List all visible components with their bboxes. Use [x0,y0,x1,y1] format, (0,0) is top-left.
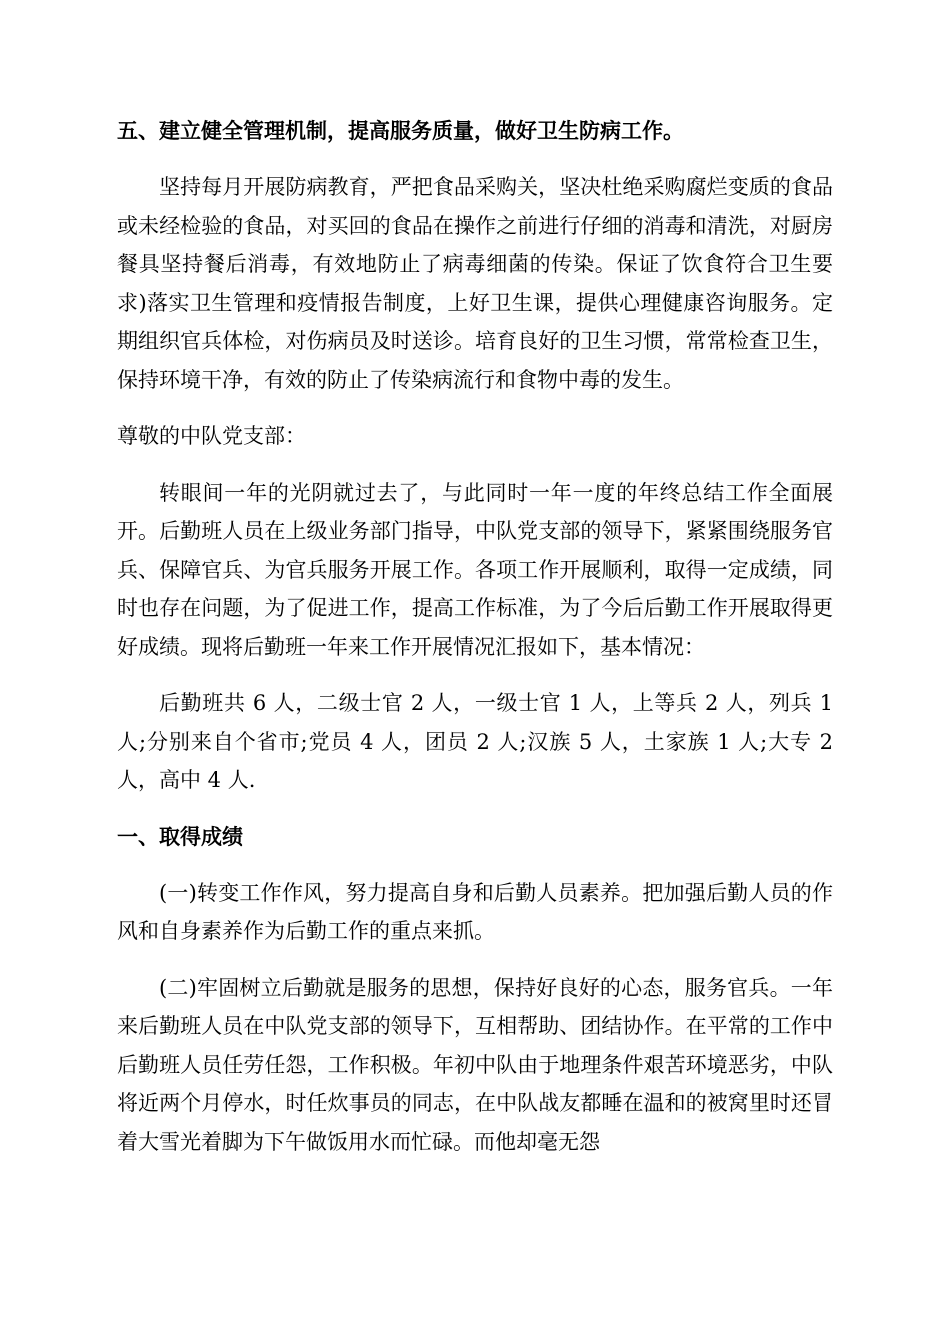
intro-paragraph: 转眼间一年的光阴就过去了，与此同时一年一度的年终总结工作全面展开。后勤班人员在上级业务部门指导，中队党支部的领导下，紧紧围绕服务官兵、保障官兵、为官兵服务开展工作。各项工作开展顺利，取得一定成绩，同时也存在问题，为了促进工作，提高工作标准，为了今后后勤工作开展取得更好成绩。现将后勤班一年来工作开展情况汇报如下，基本情况： [117,480,833,659]
salutation: 尊敬的中队党支部： [117,424,306,448]
section-5-paragraph: 坚持每月开展防病教育，严把食品采购关，坚决杜绝采购腐烂变质的食品或未经检验的食品，对买回的食品在操作之前进行仔细的消毒和清洗，对厨房餐具坚持餐后消毒，有效地防止了病毒细菌的传染。保证了饮食符合卫生要求)落实卫生管理和疫情报告制度，上好卫生课，提供心理健康咨询服务。定期组织官兵体检，对伤病员及时送诊。培育良好的卫生习惯，常常检查卫生，保持环境干净，有效的防止了传染病流行和食物中毒的发生。 [117,175,833,392]
section-5-heading: 五、建立健全管理机制，提高服务质量，做好卫生防病工作。 [117,119,684,143]
staff-paragraph: 后勤班共 6 人，二级士官 2 人，一级士官 1 人，上等兵 2 人，列兵 1 人;分别来自个省市;党员 4 人，团员 2 人;汉族 5 人，土家族 1 人;大专 2 人，高中 4 人. [117,691,833,792]
section-1-heading: 一、取得成绩 [117,824,243,849]
document-body [117,112,833,1179]
item-1-paragraph: (一)转变工作作风，努力提高自身和后勤人员素养。把加强后勤人员的作风和自身素养作为后勤工作的重点来抓。 [117,880,833,943]
item-2-paragraph: (二)牢固树立后勤就是服务的思想，保持好良好的心态，服务官兵。一年来后勤班人员在中队党支部的领导下，互相帮助、团结协作。在平常的工作中后勤班人员任劳任怨，工作积极。年初中队由于地理条件艰苦环境恶劣，中队将近两个月停水，时任炊事员的同志，在中队战友都睡在温和的被窝里时还冒着大雪光着脚为下午做饭用水而忙碌。而他却毫无怨 [117,975,833,1154]
